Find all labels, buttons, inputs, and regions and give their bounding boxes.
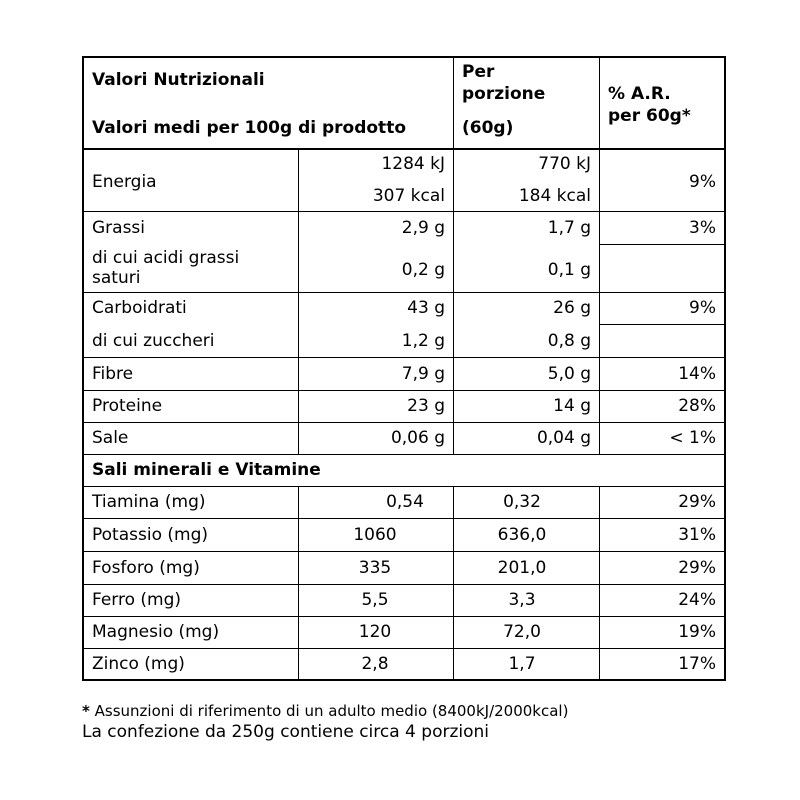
column-divider bbox=[298, 148, 299, 454]
fibre-label: Fibre bbox=[92, 364, 134, 384]
column-divider bbox=[599, 56, 600, 454]
energy-kj-portion: 770 kJ bbox=[538, 154, 591, 174]
mineral-portion: 1,7 bbox=[508, 654, 536, 674]
row-divider bbox=[82, 616, 726, 617]
fibre-portion: 5,0 g bbox=[547, 364, 591, 384]
row-divider bbox=[82, 518, 726, 519]
protein-ar: 28% bbox=[678, 396, 716, 416]
mineral-per100: 5,5 bbox=[361, 590, 389, 610]
column-divider bbox=[599, 486, 600, 681]
protein-label: Proteine bbox=[92, 396, 163, 416]
mineral-portion: 3,3 bbox=[508, 590, 536, 610]
table-subtitle: Valori medi per 100g di prodotto bbox=[92, 118, 406, 138]
carbs-label: Carboidrati bbox=[92, 298, 187, 318]
row-divider bbox=[82, 422, 726, 423]
energy-kcal-100g: 307 kcal bbox=[372, 186, 445, 206]
package-note: La confezione da 250g contiene circa 4 porzioni bbox=[82, 722, 490, 742]
footnote-reference bbox=[82, 702, 568, 720]
saturated-label: di cui acidi grassi saturi bbox=[92, 248, 240, 288]
sugars-portion: 0,8 g bbox=[547, 331, 591, 351]
salt-per100: 0,06 g bbox=[390, 428, 445, 448]
row-divider bbox=[599, 324, 726, 325]
fibre-ar: 14% bbox=[678, 364, 716, 384]
mineral-ar: 24% bbox=[678, 590, 716, 610]
mineral-label: Magnesio (mg) bbox=[92, 622, 220, 642]
column-divider bbox=[453, 56, 454, 454]
mineral-portion: 0,32 bbox=[503, 492, 541, 512]
mineral-label: Ferro (mg) bbox=[92, 590, 182, 610]
per-portion-header-line1: Per bbox=[462, 62, 495, 82]
sugars-per100: 1,2 g bbox=[401, 331, 445, 351]
protein-per100: 23 g bbox=[407, 396, 445, 416]
mineral-per100: 1060 bbox=[353, 525, 397, 545]
energy-kj-100g: 1284 kJ bbox=[381, 154, 445, 174]
mineral-ar: 19% bbox=[678, 622, 716, 642]
mineral-label: Tiamina (mg) bbox=[92, 492, 206, 512]
salt-ar: < 1% bbox=[669, 428, 716, 448]
mineral-label: Potassio (mg) bbox=[92, 525, 208, 545]
ar-header-line2: per 60g* bbox=[608, 106, 691, 126]
column-divider bbox=[298, 486, 299, 681]
minerals-heading: Sali minerali e Vitamine bbox=[92, 460, 321, 480]
protein-portion: 14 g bbox=[553, 396, 591, 416]
fat-ar: 3% bbox=[689, 218, 716, 238]
fibre-per100: 7,9 g bbox=[401, 364, 445, 384]
per-portion-header-line2: porzione bbox=[462, 84, 546, 104]
mineral-label: Zinco (mg) bbox=[92, 654, 185, 674]
energy-label: Energia bbox=[92, 172, 157, 192]
row-divider bbox=[82, 292, 726, 293]
mineral-per100: 335 bbox=[358, 558, 392, 578]
row-divider bbox=[82, 584, 726, 585]
carbs-portion: 26 g bbox=[553, 298, 591, 318]
row-divider bbox=[82, 648, 726, 649]
mineral-label: Fosforo (mg) bbox=[92, 558, 200, 578]
mineral-ar: 31% bbox=[678, 525, 716, 545]
row-divider bbox=[82, 390, 726, 391]
mineral-per100: 120 bbox=[358, 622, 392, 642]
per-portion-header-line3: (60g) bbox=[462, 118, 514, 138]
footnote-text: Assunzioni di riferimento di un adulto medio (8400kJ/2000kcal) bbox=[94, 702, 569, 720]
saturated-portion: 0,1 g bbox=[547, 260, 591, 280]
sugars-label: di cui zuccheri bbox=[92, 331, 215, 351]
row-divider bbox=[82, 211, 726, 212]
table-title: Valori Nutrizionali bbox=[92, 70, 265, 90]
header-divider bbox=[82, 148, 726, 150]
fat-label: Grassi bbox=[92, 218, 146, 238]
mineral-portion: 636,0 bbox=[497, 525, 547, 545]
row-divider bbox=[599, 244, 726, 245]
column-divider bbox=[453, 486, 454, 681]
fat-per100: 2,9 g bbox=[401, 218, 445, 238]
carbs-ar: 9% bbox=[689, 298, 716, 318]
saturated-per100: 0,2 g bbox=[401, 260, 445, 280]
footnote-star: * bbox=[82, 702, 90, 720]
mineral-portion: 201,0 bbox=[497, 558, 547, 578]
energy-ar: 9% bbox=[689, 172, 716, 192]
energy-kcal-portion: 184 kcal bbox=[518, 186, 591, 206]
salt-label: Sale bbox=[92, 428, 129, 448]
carbs-per100: 43 g bbox=[407, 298, 445, 318]
row-divider bbox=[82, 486, 726, 487]
mineral-ar: 29% bbox=[678, 558, 716, 578]
row-divider bbox=[82, 551, 726, 552]
ar-header-line1: % A.R. bbox=[608, 84, 671, 104]
mineral-per100: 2,8 bbox=[361, 654, 389, 674]
row-divider bbox=[82, 357, 726, 358]
fat-portion: 1,7 g bbox=[547, 218, 591, 238]
row-divider bbox=[82, 454, 726, 455]
mineral-ar: 17% bbox=[678, 654, 716, 674]
salt-portion: 0,04 g bbox=[536, 428, 591, 448]
mineral-ar: 29% bbox=[678, 492, 716, 512]
mineral-portion: 72,0 bbox=[503, 622, 541, 642]
mineral-per100: 0,54 bbox=[386, 492, 424, 512]
